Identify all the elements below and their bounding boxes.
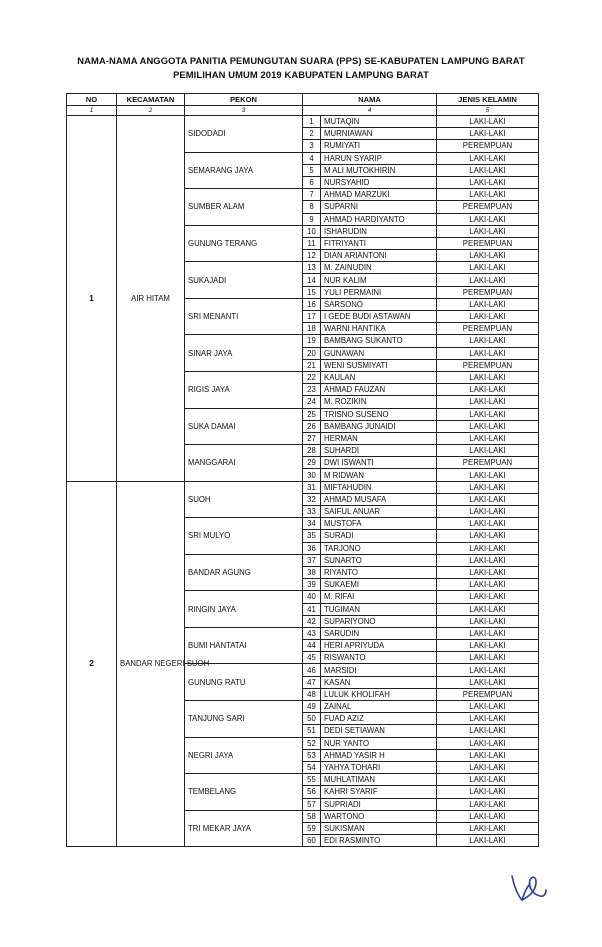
member-name: M. ZAINUDIN xyxy=(321,262,437,274)
member-gender: LAKI-LAKI xyxy=(437,371,539,383)
member-number: 50 xyxy=(303,713,321,725)
pekon-name: RIGIS JAYA xyxy=(185,371,303,408)
member-gender: LAKI-LAKI xyxy=(437,713,539,725)
member-name: M. ROZIKIN xyxy=(321,396,437,408)
member-number: 52 xyxy=(303,737,321,749)
member-gender: LAKI-LAKI xyxy=(437,189,539,201)
pekon-name: SUMBER ALAM xyxy=(185,189,303,226)
member-gender: LAKI-LAKI xyxy=(437,530,539,542)
signature-paraf-icon xyxy=(506,866,550,911)
member-name: AHMAD MARZUKI xyxy=(321,189,437,201)
member-name: DWI ISWANTI xyxy=(321,457,437,469)
member-name: M RIDWAN xyxy=(321,469,437,481)
member-number: 57 xyxy=(303,798,321,810)
member-number: 24 xyxy=(303,396,321,408)
committee-table xyxy=(66,93,539,847)
pekon-name: RINGIN JAYA xyxy=(185,591,303,628)
pekon-name: SRI MULYO xyxy=(185,518,303,555)
member-name: SUPARIYONO xyxy=(321,615,437,627)
member-gender: LAKI-LAKI xyxy=(437,518,539,530)
pekon-name: TEMBELANG xyxy=(185,774,303,811)
member-number: 25 xyxy=(303,408,321,420)
member-number: 5 xyxy=(303,164,321,176)
column-number: 2 xyxy=(117,106,185,116)
member-gender: LAKI-LAKI xyxy=(437,749,539,761)
member-name: SURADI xyxy=(321,530,437,542)
document-subtitle: PEMILIHAN UMUM 2019 KABUPATEN LAMPUNG BARAT xyxy=(173,69,429,80)
member-gender: PEREMPUAN xyxy=(437,201,539,213)
member-name: MURNIAWAN xyxy=(321,128,437,140)
member-gender: LAKI-LAKI xyxy=(437,627,539,639)
member-gender: PEREMPUAN xyxy=(437,457,539,469)
member-number: 14 xyxy=(303,274,321,286)
member-number: 3 xyxy=(303,140,321,152)
member-number: 60 xyxy=(303,835,321,847)
pekon-name: TRI MEKAR JAYA xyxy=(185,810,303,847)
header-pekon: PEKON xyxy=(185,94,303,106)
member-number: 49 xyxy=(303,701,321,713)
pekon-name: TANJUNG SARI xyxy=(185,701,303,738)
member-gender: LAKI-LAKI xyxy=(437,481,539,493)
member-gender: LAKI-LAKI xyxy=(437,274,539,286)
member-gender: LAKI-LAKI xyxy=(437,250,539,262)
member-gender: LAKI-LAKI xyxy=(437,774,539,786)
table-body xyxy=(67,116,539,847)
member-name: ISHARUDIN xyxy=(321,225,437,237)
member-number: 10 xyxy=(303,225,321,237)
kecamatan-name: AIR HITAM xyxy=(117,116,185,482)
header-nama: NAMA xyxy=(303,94,437,106)
member-number: 59 xyxy=(303,822,321,834)
member-name: RISWANTO xyxy=(321,652,437,664)
member-number: 37 xyxy=(303,554,321,566)
pekon-name: SIDODADI xyxy=(185,116,303,153)
header-no: NO xyxy=(67,94,117,106)
header-row xyxy=(67,94,539,106)
member-gender: LAKI-LAKI xyxy=(437,408,539,420)
member-number: 27 xyxy=(303,432,321,444)
member-name: WENI SUSMIYATI xyxy=(321,359,437,371)
pekon-name: SRI MENANTI xyxy=(185,298,303,335)
member-name: LULUK KHOLIFAH xyxy=(321,688,437,700)
member-gender: LAKI-LAKI xyxy=(437,176,539,188)
member-name: KAULAN xyxy=(321,371,437,383)
member-gender: LAKI-LAKI xyxy=(437,761,539,773)
member-name: SARUDIN xyxy=(321,627,437,639)
member-name: HERI APRIYUDA xyxy=(321,640,437,652)
member-number: 46 xyxy=(303,664,321,676)
member-gender: LAKI-LAKI xyxy=(437,164,539,176)
member-name: GUNAWAN xyxy=(321,347,437,359)
member-gender: PEREMPUAN xyxy=(437,140,539,152)
member-name: WARNI HANTIKA xyxy=(321,323,437,335)
member-gender: LAKI-LAKI xyxy=(437,262,539,274)
member-number: 39 xyxy=(303,579,321,591)
member-number: 16 xyxy=(303,298,321,310)
member-gender: LAKI-LAKI xyxy=(437,128,539,140)
member-number: 9 xyxy=(303,213,321,225)
member-gender: LAKI-LAKI xyxy=(437,676,539,688)
member-name: FUAD AZIZ xyxy=(321,713,437,725)
member-number: 28 xyxy=(303,445,321,457)
member-number: 43 xyxy=(303,627,321,639)
column-number: 3 xyxy=(185,106,303,116)
member-name: ZAINAL xyxy=(321,701,437,713)
member-number: 21 xyxy=(303,359,321,371)
column-number-row xyxy=(67,106,539,116)
pekon-name: BANDAR AGUNG xyxy=(185,554,303,591)
member-gender: LAKI-LAKI xyxy=(437,798,539,810)
member-number: 32 xyxy=(303,493,321,505)
member-name: KAHRI SYARIF xyxy=(321,786,437,798)
member-name: BAMBANG JUNAIDI xyxy=(321,420,437,432)
member-gender: LAKI-LAKI xyxy=(437,347,539,359)
member-name: TARJONO xyxy=(321,542,437,554)
member-gender: LAKI-LAKI xyxy=(437,701,539,713)
member-gender: LAKI-LAKI xyxy=(437,652,539,664)
column-number: 5 xyxy=(437,106,539,116)
member-name: DIAN ARIANTONI xyxy=(321,250,437,262)
member-gender: LAKI-LAKI xyxy=(437,725,539,737)
member-gender: PEREMPUAN xyxy=(437,237,539,249)
member-name: AHMAD YASIR H xyxy=(321,749,437,761)
member-name: SUPARNI xyxy=(321,201,437,213)
member-number: 55 xyxy=(303,774,321,786)
member-number: 13 xyxy=(303,262,321,274)
member-name: YULI PERMAINI xyxy=(321,286,437,298)
member-gender: LAKI-LAKI xyxy=(437,615,539,627)
member-gender: LAKI-LAKI xyxy=(437,420,539,432)
member-gender: LAKI-LAKI xyxy=(437,384,539,396)
member-name: SUKISMAN xyxy=(321,822,437,834)
pekon-name: SEMARANG JAYA xyxy=(185,152,303,189)
member-name: MUHLATIMAN xyxy=(321,774,437,786)
member-name: AHMAD MUSAFA xyxy=(321,493,437,505)
table-row xyxy=(67,481,539,493)
member-name: MUSTOFA xyxy=(321,518,437,530)
member-name: DEDI SETIAWAN xyxy=(321,725,437,737)
member-name: SUKAEMI xyxy=(321,579,437,591)
member-number: 38 xyxy=(303,566,321,578)
member-gender: LAKI-LAKI xyxy=(437,542,539,554)
member-gender: LAKI-LAKI xyxy=(437,225,539,237)
member-gender: LAKI-LAKI xyxy=(437,554,539,566)
member-gender: PEREMPUAN xyxy=(437,359,539,371)
member-number: 44 xyxy=(303,640,321,652)
member-gender: PEREMPUAN xyxy=(437,688,539,700)
member-name: NUR KALIM xyxy=(321,274,437,286)
member-gender: LAKI-LAKI xyxy=(437,335,539,347)
member-number: 8 xyxy=(303,201,321,213)
member-name: AHMAD FAUZAN xyxy=(321,384,437,396)
member-name: HARUN SYARIP xyxy=(321,152,437,164)
member-name: TRISNO SUSENO xyxy=(321,408,437,420)
member-name: NURSYAHID xyxy=(321,176,437,188)
member-name: SARSONO xyxy=(321,298,437,310)
member-number: 41 xyxy=(303,603,321,615)
group-number: 1 xyxy=(67,116,117,482)
member-name: AHMAD HARDIYANTO xyxy=(321,213,437,225)
member-number: 42 xyxy=(303,615,321,627)
member-name: M. RIFAI xyxy=(321,591,437,603)
member-number: 4 xyxy=(303,152,321,164)
member-name: FITRIYANTI xyxy=(321,237,437,249)
member-name: WARTONO xyxy=(321,810,437,822)
member-name: NUR YANTO xyxy=(321,737,437,749)
member-gender: LAKI-LAKI xyxy=(437,737,539,749)
member-gender: LAKI-LAKI xyxy=(437,822,539,834)
member-gender: LAKI-LAKI xyxy=(437,835,539,847)
member-number: 18 xyxy=(303,323,321,335)
member-gender: LAKI-LAKI xyxy=(437,469,539,481)
member-number: 17 xyxy=(303,311,321,323)
member-name: SUNARTO xyxy=(321,554,437,566)
member-number: 6 xyxy=(303,176,321,188)
member-gender: LAKI-LAKI xyxy=(437,786,539,798)
member-number: 47 xyxy=(303,676,321,688)
member-gender: LAKI-LAKI xyxy=(437,579,539,591)
member-gender: LAKI-LAKI xyxy=(437,640,539,652)
member-number: 58 xyxy=(303,810,321,822)
member-number: 23 xyxy=(303,384,321,396)
member-name: BAMBANG SUKANTO xyxy=(321,335,437,347)
member-number: 7 xyxy=(303,189,321,201)
member-number: 53 xyxy=(303,749,321,761)
member-gender: LAKI-LAKI xyxy=(437,152,539,164)
member-gender: LAKI-LAKI xyxy=(437,396,539,408)
header-jenis-kelamin: JENIS KELAMIN xyxy=(437,94,539,106)
member-name: SUHARDI xyxy=(321,445,437,457)
group-number: 2 xyxy=(67,481,117,847)
column-number: 1 xyxy=(67,106,117,116)
table-row xyxy=(67,116,539,128)
pekon-name: SINAR JAYA xyxy=(185,335,303,372)
member-number: 33 xyxy=(303,506,321,518)
member-name: MUTAQIN xyxy=(321,116,437,128)
member-gender: LAKI-LAKI xyxy=(437,298,539,310)
member-number: 48 xyxy=(303,688,321,700)
pekon-name: GUNUNG TERANG xyxy=(185,225,303,262)
member-name: MIFTAHUDIN xyxy=(321,481,437,493)
pekon-name: NEGRI JAYA xyxy=(185,737,303,774)
member-number: 20 xyxy=(303,347,321,359)
document-title: NAMA-NAMA ANGGOTA PANITIA PEMUNGUTAN SUARA (PPS) SE-KABUPATEN LAMPUNG BARAT xyxy=(77,55,525,66)
member-gender: LAKI-LAKI xyxy=(437,591,539,603)
member-gender: LAKI-LAKI xyxy=(437,506,539,518)
member-number: 35 xyxy=(303,530,321,542)
member-number: 11 xyxy=(303,237,321,249)
member-name: RIYANTO xyxy=(321,566,437,578)
member-name: I GEDE BUDI ASTAWAN xyxy=(321,311,437,323)
member-number: 15 xyxy=(303,286,321,298)
member-number: 40 xyxy=(303,591,321,603)
member-name: SUPRIADI xyxy=(321,798,437,810)
member-number: 22 xyxy=(303,371,321,383)
pekon-name: SUKA DAMAI xyxy=(185,408,303,445)
member-gender: LAKI-LAKI xyxy=(437,810,539,822)
member-number: 26 xyxy=(303,420,321,432)
member-number: 12 xyxy=(303,250,321,262)
member-number: 29 xyxy=(303,457,321,469)
member-name: EDI RASMINTO xyxy=(321,835,437,847)
member-gender: LAKI-LAKI xyxy=(437,116,539,128)
member-name: KASAN xyxy=(321,676,437,688)
member-name: RUMIYATI xyxy=(321,140,437,152)
member-number: 30 xyxy=(303,469,321,481)
pekon-name: BUMI HANTATAI xyxy=(185,627,303,664)
member-number: 54 xyxy=(303,761,321,773)
member-number: 34 xyxy=(303,518,321,530)
member-gender: LAKI-LAKI xyxy=(437,445,539,457)
column-number: 4 xyxy=(303,106,437,116)
member-number: 1 xyxy=(303,116,321,128)
member-gender: PEREMPUAN xyxy=(437,286,539,298)
member-gender: PEREMPUAN xyxy=(437,323,539,335)
member-number: 51 xyxy=(303,725,321,737)
pekon-name: MANGGARAI xyxy=(185,445,303,482)
member-gender: LAKI-LAKI xyxy=(437,493,539,505)
member-gender: LAKI-LAKI xyxy=(437,664,539,676)
member-name: MARSIDI xyxy=(321,664,437,676)
member-name: HERMAN xyxy=(321,432,437,444)
member-number: 19 xyxy=(303,335,321,347)
member-gender: LAKI-LAKI xyxy=(437,566,539,578)
member-gender: LAKI-LAKI xyxy=(437,311,539,323)
member-gender: LAKI-LAKI xyxy=(437,432,539,444)
pekon-name: SUOH xyxy=(185,481,303,518)
pekon-name: SUKAJADI xyxy=(185,262,303,299)
member-gender: LAKI-LAKI xyxy=(437,213,539,225)
member-number: 2 xyxy=(303,128,321,140)
pekon-name: GUNUNG RATU xyxy=(185,664,303,701)
member-name: M ALI MUTOKHIRIN xyxy=(321,164,437,176)
member-number: 45 xyxy=(303,652,321,664)
member-gender: LAKI-LAKI xyxy=(437,603,539,615)
header-kecamatan: KECAMATAN xyxy=(117,94,185,106)
member-name: TUGIMAN xyxy=(321,603,437,615)
member-name: SAIFUL ANUAR xyxy=(321,506,437,518)
member-number: 36 xyxy=(303,542,321,554)
member-number: 31 xyxy=(303,481,321,493)
member-number: 56 xyxy=(303,786,321,798)
member-name: YAHYA TOHARI xyxy=(321,761,437,773)
kecamatan-name: BANDAR NEGERI SUOH xyxy=(117,481,185,847)
